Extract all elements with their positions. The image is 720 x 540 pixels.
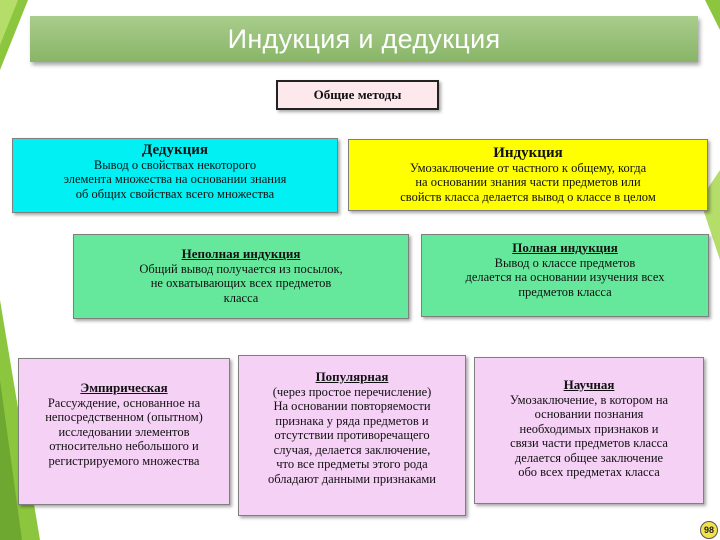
scientific-line: связи части предметов класса: [510, 436, 668, 450]
empirical-line: относительно небольшого и: [49, 439, 199, 453]
scientific-induction-box: [474, 357, 704, 504]
induction-line: свойств класса делается вывод о классе в целом: [400, 189, 656, 204]
popular-line: На основании повторяемости: [273, 399, 431, 413]
incomplete-induction-box: [73, 234, 409, 319]
deduction-box: [12, 138, 338, 213]
general-methods-box: [276, 80, 439, 110]
popular-line: (через простое перечисление): [272, 384, 432, 399]
empirical-line: Рассуждение, основанное на: [47, 395, 201, 410]
page-title: Индукция и дедукция: [227, 23, 501, 54]
empirical-induction-box: [18, 358, 230, 505]
scientific-line: основании познания: [534, 407, 644, 421]
induction-box: [348, 139, 708, 211]
top-right-green-shape: [705, 0, 720, 30]
complete-induction-line: предметов класса: [518, 284, 612, 299]
popular-line: что все предметы этого рода: [276, 457, 428, 471]
deduction-heading: Дедукция: [141, 142, 209, 158]
incomplete-induction-line: класса: [223, 290, 259, 305]
popular-line: признака у ряда предметов и: [275, 413, 429, 428]
top-left-light-shape: [0, 0, 18, 45]
complete-induction-heading: Полная индукция: [512, 240, 618, 255]
popular-line: обладают данными признаками: [268, 471, 436, 486]
complete-induction-line: делается на основании изучения всех: [465, 270, 665, 284]
empirical-line: регистрируемого множества: [48, 453, 200, 468]
deduction-line: об общих свойствах всего множества: [75, 186, 275, 201]
title-bar: [30, 16, 698, 62]
induction-line: на основании знания части предметов или: [415, 175, 641, 189]
scientific-line: обо всех предметах класса: [518, 465, 660, 479]
incomplete-induction-line: не охватывающих всех предметов: [150, 276, 332, 290]
scientific-line: необходимых признаков и: [519, 421, 659, 436]
popular-heading: Популярная: [315, 369, 389, 384]
top-left-green-shape: [0, 0, 28, 70]
page-number: 98: [703, 525, 714, 535]
induction-line: Умозаключение от частного к общему, когда: [409, 160, 647, 175]
scientific-line: делается общее заключение: [514, 450, 664, 465]
incomplete-induction-heading: Неполная индукция: [181, 246, 301, 261]
empirical-line: исследовании элементов: [58, 424, 190, 439]
complete-induction-box: [421, 234, 709, 317]
induction-heading: Индукция: [493, 145, 563, 161]
deduction-line: элемента множества на основании знания: [63, 172, 287, 186]
empirical-line: непосредственном (опытном): [45, 410, 203, 424]
empirical-heading: Эмпирическая: [80, 380, 168, 395]
incomplete-induction-line: Общий вывод получается из посылок,: [139, 261, 343, 276]
general-methods-label: Общие методы: [313, 86, 402, 102]
popular-line: отсутствии противоречащего: [274, 428, 430, 442]
deduction-line: Вывод о свойствах некоторого: [93, 157, 257, 172]
complete-induction-line: Вывод о классе предметов: [494, 255, 636, 270]
scientific-line: Умозаключение, в котором на: [509, 392, 669, 407]
page-number-badge: [700, 521, 718, 539]
popular-induction-box: [238, 355, 466, 516]
scientific-heading: Научная: [563, 377, 615, 392]
popular-line: случая, делается заключение,: [273, 442, 431, 457]
